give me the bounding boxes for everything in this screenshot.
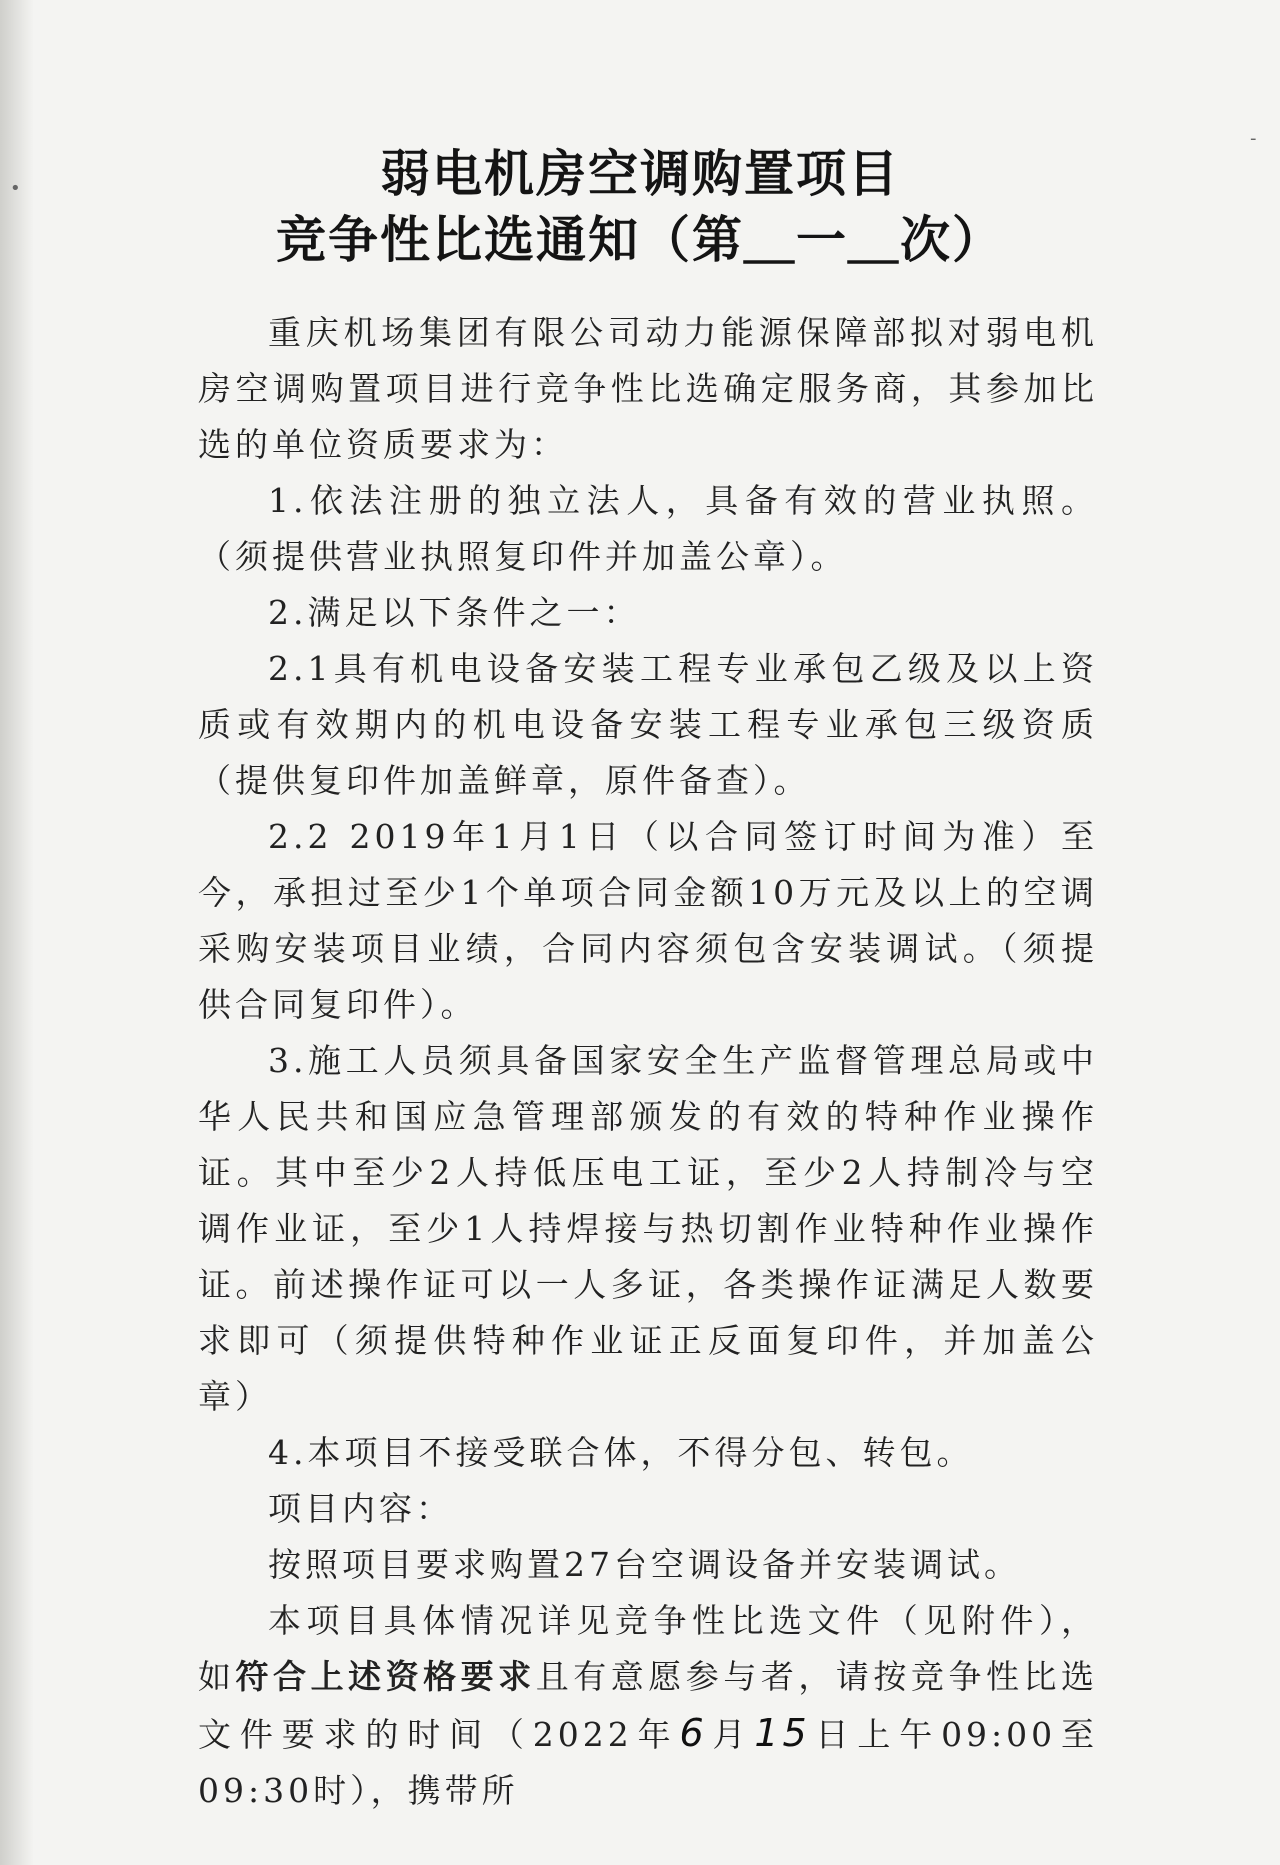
- paragraph-item2: 2.满足以下条件之一：: [268, 593, 641, 632]
- closing-text-bold: 符合上述资格要求: [235, 1657, 536, 1696]
- left-margin-mark: •: [10, 178, 21, 199]
- closing-text-a: 本项目具体情况详见竞争性比选文件（见附件），如: [198, 1601, 1098, 1696]
- paragraph-item3: 3.施工人员须具备国家安全生产监督管理总局或中华人民共和国应急管理部颁发的有效的特种作业操作证。其中至少2人持低压电工证，至少2人持制冷与空调作业证，至少1人持焊接与热切割作业特种作业操作证。前述操作证可以一人多证，各类操作证满足人数要求即可（须提供特种作业证正反面复印件，并加盖公章）: [198, 1041, 1098, 1416]
- document-title-line1: 弱电机房空调购置项目: [380, 144, 900, 203]
- closing-text-c: 月: [707, 1715, 755, 1754]
- document-body: [198, 305, 1098, 1819]
- document-title-line2: 竞争性比选通知（第＿一＿次）: [276, 210, 1004, 269]
- handwritten-day: 15: [754, 1711, 811, 1755]
- closing-text-b: 且有意愿参与者，请按竞争性比选文件要求的时间（2022年: [198, 1657, 1099, 1754]
- closing-text-d: 日上午09:00至09:30时），携带所: [198, 1715, 1099, 1810]
- paragraph-item1: 1.依法注册的独立法人，具备有效的营业执照。（须提供营业执照复印件并加盖公章）。: [198, 481, 1098, 576]
- paragraph-content-text: 按照项目要求购置27台空调设备并安装调试。: [268, 1545, 1021, 1584]
- paragraph-item2-2: 2.2 2019年1月1日（以合同签订时间为准）至今，承担过至少1个单项合同金额10万元及以上的空调采购安装项目业绩，合同内容须包含安装调试。（须提供合同复印件）。: [198, 817, 1098, 1024]
- paragraph-content-heading: 项目内容：: [268, 1489, 453, 1528]
- handwritten-month: 6: [679, 1711, 708, 1755]
- paragraph-intro: 重庆机场集团有限公司动力能源保障部拟对弱电机房空调购置项目进行竞争性比选确定服务商，其参加比选的单位资质要求为：: [198, 313, 1098, 464]
- right-margin-mark: -: [1250, 128, 1257, 149]
- page-edge-shadow: [0, 0, 34, 1865]
- paragraph-item2-1: 2.1具有机电设备安装工程专业承包乙级及以上资质或有效期内的机电设备安装工程专业承包三级资质（提供复印件加盖鲜章，原件备查）。: [198, 649, 1098, 800]
- paragraph-item4: 4.本项目不接受联合体，不得分包、转包。: [268, 1433, 974, 1472]
- paragraph-closing: [198, 1593, 1098, 1819]
